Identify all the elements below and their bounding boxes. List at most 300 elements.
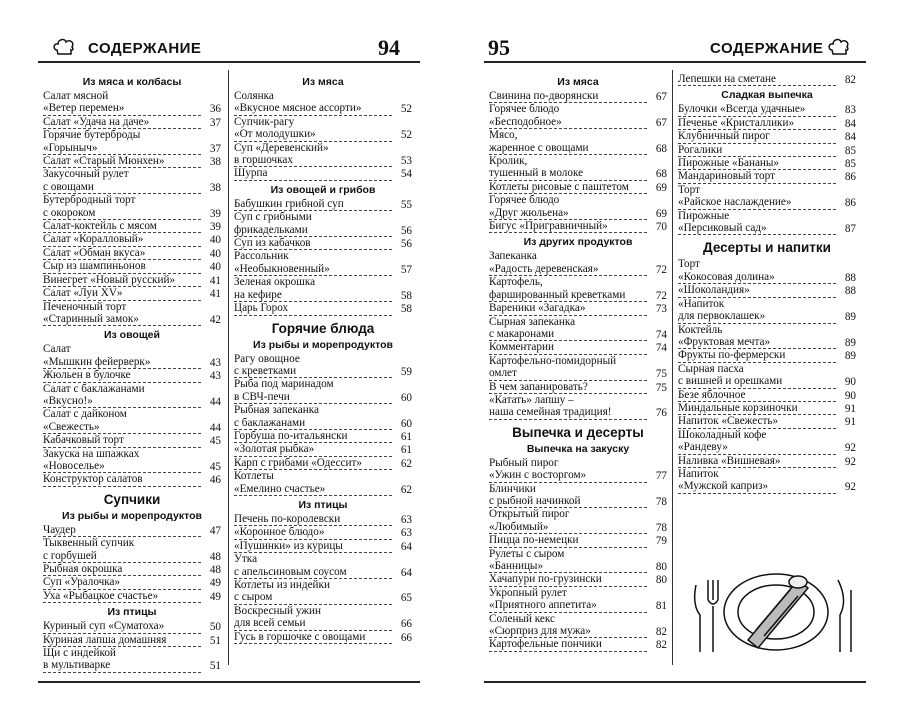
entry-title: с окороком (43, 207, 201, 220)
toc-entry[interactable] (43, 90, 221, 116)
toc-entry[interactable] (43, 194, 221, 220)
toc-column (234, 73, 412, 644)
toc-entry[interactable] (678, 170, 856, 183)
entry-page-number: 72 (655, 289, 667, 302)
subsection-heading: Из птицы (107, 606, 157, 619)
entry-title: Запеканка (489, 250, 537, 263)
toc-entry[interactable] (678, 117, 856, 130)
toc-entry[interactable] (678, 210, 856, 236)
entry-title: Напиток «Свежесть» (678, 415, 836, 428)
column-divider (672, 70, 673, 665)
toc-entry[interactable] (234, 631, 412, 644)
toc-entry[interactable] (234, 579, 412, 605)
entry-title: с сыром (234, 591, 392, 604)
entry-title: Рагу овощное (234, 352, 300, 365)
entry-page-number: 83 (844, 104, 856, 117)
toc-entry[interactable] (678, 258, 856, 284)
toc-entry[interactable] (43, 590, 221, 603)
toc-entry[interactable] (43, 524, 221, 537)
entry-page-number: 50 (209, 621, 221, 634)
entry-title: с овощами (43, 181, 201, 194)
toc-entry[interactable] (678, 468, 856, 494)
subsection-heading: Из мяса (557, 76, 599, 88)
entry-title: фрикадельками (234, 224, 392, 237)
entry-title: Салат «Обман вкуса» (43, 247, 201, 260)
entry-title: Мандариновый торт (678, 170, 836, 183)
toc-entry[interactable] (43, 247, 221, 260)
toc-entry[interactable] (678, 429, 856, 455)
right-page (460, 0, 900, 704)
toc-entry[interactable] (234, 167, 412, 180)
entry-page-number: 86 (844, 197, 856, 210)
entry-page-number: 38 (209, 181, 221, 194)
entry-title: Рыбная окрошка (43, 563, 201, 576)
entry-title: Напиток (678, 467, 719, 480)
entry-title: «Радость деревенская» (489, 263, 647, 276)
toc-entry[interactable] (43, 220, 221, 233)
toc-entry[interactable] (678, 363, 856, 389)
toc-entry[interactable] (678, 298, 856, 324)
entry-title: «Катать» лапшу – (489, 393, 574, 406)
entry-title: на кефире (234, 289, 392, 302)
entry-title: Кролик, (489, 155, 528, 168)
entry-page-number: 52 (400, 129, 412, 142)
subsection-heading: Из рыбы и морепродуктов (62, 509, 202, 522)
entry-title: «Вкусно!» (43, 395, 201, 408)
entry-title: Горячее блюдо (489, 103, 560, 116)
subsection-heading: Из других продуктов (523, 236, 633, 249)
entry-title: Солянка (234, 90, 274, 102)
entry-title: с рыбной начинкой (489, 495, 647, 508)
toc-entry[interactable] (43, 576, 221, 589)
entry-page-number: 46 (209, 474, 221, 487)
toc-entry[interactable] (489, 587, 667, 613)
entry-title: «Коронное блюдо» (234, 526, 392, 539)
toc-entry[interactable] (489, 316, 667, 342)
entry-title: Шурпа (234, 167, 392, 180)
entry-page-number: 87 (844, 223, 856, 236)
entry-title: «Рандеву» (678, 441, 836, 454)
entry-title: Гусь в горшочке с овощами (234, 631, 392, 644)
entry-title: Щи с индейкой (43, 647, 116, 660)
entry-title: Горячее блюдо (489, 194, 560, 207)
entry-title: Царь Горох (234, 302, 392, 315)
entry-title: Пицца по-немецки (489, 534, 647, 547)
toc-entry[interactable] (489, 638, 667, 651)
toc-entry[interactable] (489, 381, 667, 394)
entry-page-number: 78 (655, 495, 667, 508)
entry-title: «От молодушки» (234, 128, 392, 141)
subsection-heading: Из птицы (298, 498, 348, 511)
toc-entry[interactable] (43, 647, 221, 673)
toc-entry[interactable] (489, 302, 667, 315)
toc-entry[interactable] (234, 404, 412, 430)
entry-title: Печенье «Кристаллики» (678, 117, 836, 130)
toc-entry[interactable] (678, 415, 856, 428)
entry-page-number: 54 (400, 168, 412, 181)
subsection-heading: Сладкая выпечка (721, 89, 813, 102)
entry-page-number: 92 (844, 455, 856, 468)
section-heading: Супчики (103, 491, 161, 507)
toc-entry[interactable] (234, 470, 412, 496)
toc-entry[interactable] (234, 250, 412, 276)
toc-entry[interactable] (234, 513, 412, 526)
entry-title: Фрукты по-фермерски (678, 349, 836, 362)
entry-title: Открытый пирог (489, 508, 570, 521)
toc-entry[interactable] (678, 349, 856, 362)
toc-entry[interactable] (43, 383, 221, 409)
toc-entry[interactable] (43, 563, 221, 576)
toc-entry[interactable] (489, 613, 667, 639)
entry-title: «Ветер перемен» (43, 102, 201, 115)
toc-entry[interactable] (43, 129, 221, 155)
toc-entry[interactable] (43, 260, 221, 273)
entry-title: Рогалики (678, 144, 836, 157)
toc-entry[interactable] (489, 276, 667, 302)
entry-title: Картофельные пончики (489, 638, 647, 651)
toc-entry[interactable] (234, 211, 412, 237)
toc-entry[interactable] (234, 540, 412, 553)
entry-page-number: 75 (655, 368, 667, 381)
entry-page-number: 49 (209, 577, 221, 590)
entry-title: Суп из кабачков (234, 237, 392, 250)
entry-page-number: 61 (400, 444, 412, 457)
chef-hat-icon (827, 38, 851, 56)
entry-page-number: 58 (400, 303, 412, 316)
entry-title: «Любимый» (489, 521, 647, 534)
entry-title: «Напиток (678, 297, 725, 310)
entry-title: Конструктор салатов (43, 473, 201, 486)
toc-entry[interactable] (234, 443, 412, 456)
entry-page-number: 92 (844, 481, 856, 494)
left-page (0, 0, 440, 704)
toc-entry[interactable] (678, 455, 856, 468)
toc-entry[interactable] (678, 73, 856, 86)
toc-entry[interactable] (43, 155, 221, 168)
toc-entry[interactable] (234, 457, 412, 470)
entry-title: Картофель, (489, 276, 543, 289)
entry-title: Рыбная запеканка (234, 404, 319, 417)
entry-page-number: 44 (209, 421, 221, 434)
toc-entry[interactable] (489, 103, 667, 129)
entry-page-number: 86 (844, 171, 856, 184)
entry-title: в СВЧ-печи (234, 391, 392, 404)
entry-title: «Пушинки» из курицы (234, 540, 392, 553)
entry-page-number: 40 (209, 261, 221, 274)
toc-entry[interactable] (489, 394, 667, 420)
toc-entry[interactable] (43, 287, 221, 300)
toc-entry[interactable] (43, 301, 221, 327)
header-title-right: СОДЕРЖАНИЕ (710, 40, 824, 57)
entry-page-number: 63 (400, 527, 412, 540)
entry-title: Безе яблочное (678, 389, 836, 402)
entry-title: Картофельно-помидорный (489, 354, 617, 367)
entry-title: Лепешки на сметане (678, 73, 836, 86)
toc-entry[interactable] (489, 129, 667, 155)
entry-title: Пирожные (678, 209, 730, 222)
entry-page-number: 60 (400, 417, 412, 430)
toc-entry[interactable] (43, 116, 221, 129)
entry-title: Супчик-рагу (234, 115, 295, 128)
entry-title: Салат «Коралловый» (43, 233, 201, 246)
entry-page-number: 66 (400, 618, 412, 631)
entry-title: Куриный суп «Суматоха» (43, 620, 201, 633)
entry-title: «Свежесть» (43, 421, 201, 434)
entry-title: Блинчики (489, 482, 536, 495)
entry-page-number: 66 (400, 631, 412, 644)
chef-hat-icon (52, 38, 76, 56)
entry-title: Бабушкин грибной суп (234, 198, 392, 211)
entry-page-number: 84 (844, 131, 856, 144)
toc-entry[interactable] (489, 573, 667, 586)
entry-title: Винегрет «Новый русский» (43, 274, 201, 287)
toc-entry[interactable] (489, 508, 667, 534)
entry-page-number: 81 (655, 600, 667, 613)
entry-page-number: 63 (400, 513, 412, 526)
entry-title: с баклажанами (234, 417, 392, 430)
entry-title: Рулеты с сыром (489, 547, 565, 560)
entry-page-number: 61 (400, 430, 412, 443)
toc-entry[interactable] (489, 457, 667, 483)
entry-page-number: 78 (655, 521, 667, 534)
entry-title: Миндальные корзиночки (678, 402, 836, 415)
entry-page-number: 37 (209, 142, 221, 155)
toc-entry[interactable] (489, 355, 667, 381)
entry-page-number: 88 (844, 285, 856, 298)
entry-page-number: 44 (209, 395, 221, 408)
entry-page-number: 60 (400, 391, 412, 404)
toc-entry[interactable] (234, 430, 412, 443)
entry-page-number: 48 (209, 564, 221, 576)
entry-title: для первоклашек» (678, 310, 836, 323)
toc-entry[interactable] (489, 220, 667, 233)
entry-title: Уха «Рыбацкое счастье» (43, 590, 201, 603)
entry-page-number: 74 (655, 342, 667, 355)
entry-title: Горячие бутерброды (43, 129, 141, 142)
entry-page-number: 43 (209, 356, 221, 369)
entry-title: тушенный в молоке (489, 167, 647, 180)
entry-title: Булочки «Всегда удачные» (678, 103, 836, 116)
toc-entry[interactable] (43, 233, 221, 246)
entry-title: Суп с грибными (234, 211, 312, 224)
entry-title: Салат (43, 343, 71, 356)
entry-page-number: 67 (655, 91, 667, 103)
entry-page-number: 64 (400, 566, 412, 579)
entry-title: Тыквенный супчик (43, 537, 135, 550)
entry-title: «Приятного аппетита» (489, 599, 647, 612)
entry-title: Салат «Луи XV» (43, 287, 201, 300)
book-spine (440, 0, 460, 704)
entry-title: Бутербродный торт (43, 194, 136, 207)
entry-page-number: 51 (209, 660, 221, 673)
entry-title: Суп «Деревенский» (234, 141, 329, 154)
entry-title: Сыр из шампиньонов (43, 260, 201, 273)
entry-page-number: 41 (209, 274, 221, 287)
entry-title: Рассольник (234, 250, 289, 263)
entry-title: Наливка «Вишневая» (678, 455, 836, 468)
entry-title: «Друг жюльена» (489, 207, 647, 220)
toc-entry[interactable] (489, 181, 667, 194)
entry-page-number: 39 (209, 221, 221, 234)
toc-entry[interactable] (678, 184, 856, 210)
toc-entry[interactable] (43, 408, 221, 434)
toc-entry[interactable] (43, 620, 221, 633)
toc-entry[interactable] (678, 324, 856, 350)
entry-title: Соленый кекс (489, 612, 555, 625)
toc-entry[interactable] (234, 198, 412, 211)
entry-page-number: 68 (655, 168, 667, 181)
entry-page-number: 91 (844, 402, 856, 415)
entry-title: Пирожные «Бананы» (678, 157, 836, 170)
entry-title: Закуска на шпажках (43, 447, 140, 460)
toc-entry[interactable] (489, 341, 667, 354)
toc-entry[interactable] (234, 526, 412, 539)
entry-title: с макаронами (489, 328, 647, 341)
toc-entry[interactable] (43, 448, 221, 474)
entry-title: «Фруктовая мечта» (678, 336, 836, 349)
toc-entry[interactable] (234, 276, 412, 302)
toc-entry[interactable] (678, 402, 856, 415)
toc-entry[interactable] (43, 473, 221, 486)
entry-title: Котлеты из индейки (234, 579, 330, 591)
toc-entry[interactable] (43, 434, 221, 447)
toc-entry[interactable] (234, 237, 412, 250)
entry-title: Салат с дайконом (43, 408, 127, 421)
entry-page-number: 90 (844, 376, 856, 389)
entry-title: Рыба под маринадом (234, 378, 334, 391)
entry-page-number: 92 (844, 442, 856, 455)
subsection-heading: Из овощей и грибов (270, 183, 376, 196)
entry-page-number: 53 (400, 155, 412, 168)
toc-entry[interactable] (489, 155, 667, 181)
toc-entry[interactable] (489, 90, 667, 103)
toc-entry[interactable] (234, 116, 412, 142)
entry-page-number: 84 (844, 117, 856, 130)
toc-entry[interactable] (489, 194, 667, 220)
toc-entry[interactable] (234, 142, 412, 168)
toc-column (678, 73, 856, 494)
entry-title: Котлеты (234, 470, 274, 483)
entry-page-number: 89 (844, 350, 856, 363)
header-title-left: СОДЕРЖАНИЕ (88, 40, 202, 57)
entry-title: Салат «Удача на даче» (43, 116, 201, 129)
entry-page-number: 37 (209, 116, 221, 129)
entry-title: Клубничный пирог (678, 130, 836, 143)
entry-page-number: 56 (400, 224, 412, 237)
subsection-heading: Из мяса и колбасы (82, 76, 182, 88)
entry-title: «Бесподобное» (489, 116, 647, 129)
toc-entry[interactable] (678, 103, 856, 116)
entry-page-number: 47 (209, 524, 221, 537)
entry-title: Горбуша по-итальянски (234, 430, 392, 443)
toc-entry[interactable] (234, 302, 412, 315)
entry-title: «Шоколандия» (678, 284, 836, 297)
toc-entry[interactable] (234, 90, 412, 116)
toc-entry[interactable] (43, 274, 221, 287)
entry-title: «Горыныч» (43, 142, 201, 155)
entry-page-number: 85 (844, 144, 856, 157)
toc-column (43, 73, 221, 673)
entry-page-number: 91 (844, 416, 856, 429)
entry-title: Торт (678, 258, 700, 271)
entry-title: Воскресный ужин (234, 604, 321, 617)
toc-entry[interactable] (43, 168, 221, 194)
entry-page-number: 80 (655, 574, 667, 587)
section-heading: Горячие блюда (271, 320, 375, 336)
entry-page-number: 65 (400, 592, 412, 605)
toc-entry[interactable] (678, 284, 856, 297)
toc-entry[interactable] (43, 343, 221, 369)
entry-title: «Ужин с восторгом» (489, 469, 647, 482)
entry-title: «Старинный замок» (43, 313, 201, 326)
entry-page-number: 62 (400, 483, 412, 496)
entry-title: Хачапури по-грузински (489, 573, 647, 586)
subsection-heading: Выпечка на закуску (526, 442, 630, 455)
toc-entry[interactable] (234, 378, 412, 404)
toc-entry[interactable] (489, 548, 667, 574)
entry-title: Жюльен в булочке (43, 369, 201, 382)
toc-entry[interactable] (489, 534, 667, 547)
subsection-heading: Из овощей (104, 329, 160, 342)
entry-page-number: 45 (209, 435, 221, 448)
toc-entry[interactable] (489, 483, 667, 509)
toc-entry[interactable] (678, 130, 856, 143)
toc-entry[interactable] (678, 144, 856, 157)
entry-page-number: 48 (209, 550, 221, 563)
entry-page-number: 82 (655, 626, 667, 639)
toc-entry[interactable] (678, 389, 856, 402)
entry-page-number: 41 (209, 288, 221, 301)
entry-title: Сырная пасха (678, 362, 744, 375)
entry-page-number: 38 (209, 156, 221, 169)
section-heading: Десерты и напитки (703, 240, 831, 256)
entry-title: Свинина по-дворянски (489, 90, 647, 103)
entry-page-number: 59 (400, 365, 412, 378)
toc-entry[interactable] (43, 537, 221, 563)
entry-page-number: 70 (655, 221, 667, 234)
entry-title: «Персиковый сад» (678, 222, 836, 235)
entry-title: с апельсиновым соусом (234, 566, 392, 579)
entry-page-number: 57 (400, 263, 412, 276)
entry-title: Шоколадный кофе (678, 428, 767, 441)
section-heading: Выпечка и десерты (512, 424, 644, 440)
entry-title: Сырная запеканка (489, 315, 576, 328)
toc-entry[interactable] (234, 553, 412, 579)
toc-entry[interactable] (43, 634, 221, 647)
entry-title: Салат мясной (43, 90, 109, 102)
entry-page-number: 69 (655, 181, 667, 194)
toc-entry[interactable] (43, 369, 221, 382)
toc-entry[interactable] (234, 353, 412, 379)
entry-page-number: 36 (209, 103, 221, 116)
entry-page-number: 39 (209, 207, 221, 220)
entry-page-number: 82 (844, 74, 856, 86)
entry-title: Карп с грибами «Одессит» (234, 457, 392, 470)
subsection-heading: Из мяса (302, 76, 344, 88)
toc-entry[interactable] (489, 250, 667, 276)
toc-entry[interactable] (234, 605, 412, 631)
entry-page-number: 74 (655, 328, 667, 341)
entry-title: Утка (234, 553, 258, 566)
entry-page-number: 64 (400, 540, 412, 553)
entry-page-number: 58 (400, 289, 412, 302)
toc-entry[interactable] (678, 157, 856, 170)
entry-title: «Сюрприз для мужа» (489, 625, 647, 638)
column-divider (228, 70, 229, 665)
entry-page-number: 62 (400, 457, 412, 470)
entry-page-number: 69 (655, 207, 667, 220)
page-number-right: 95 (488, 35, 510, 60)
